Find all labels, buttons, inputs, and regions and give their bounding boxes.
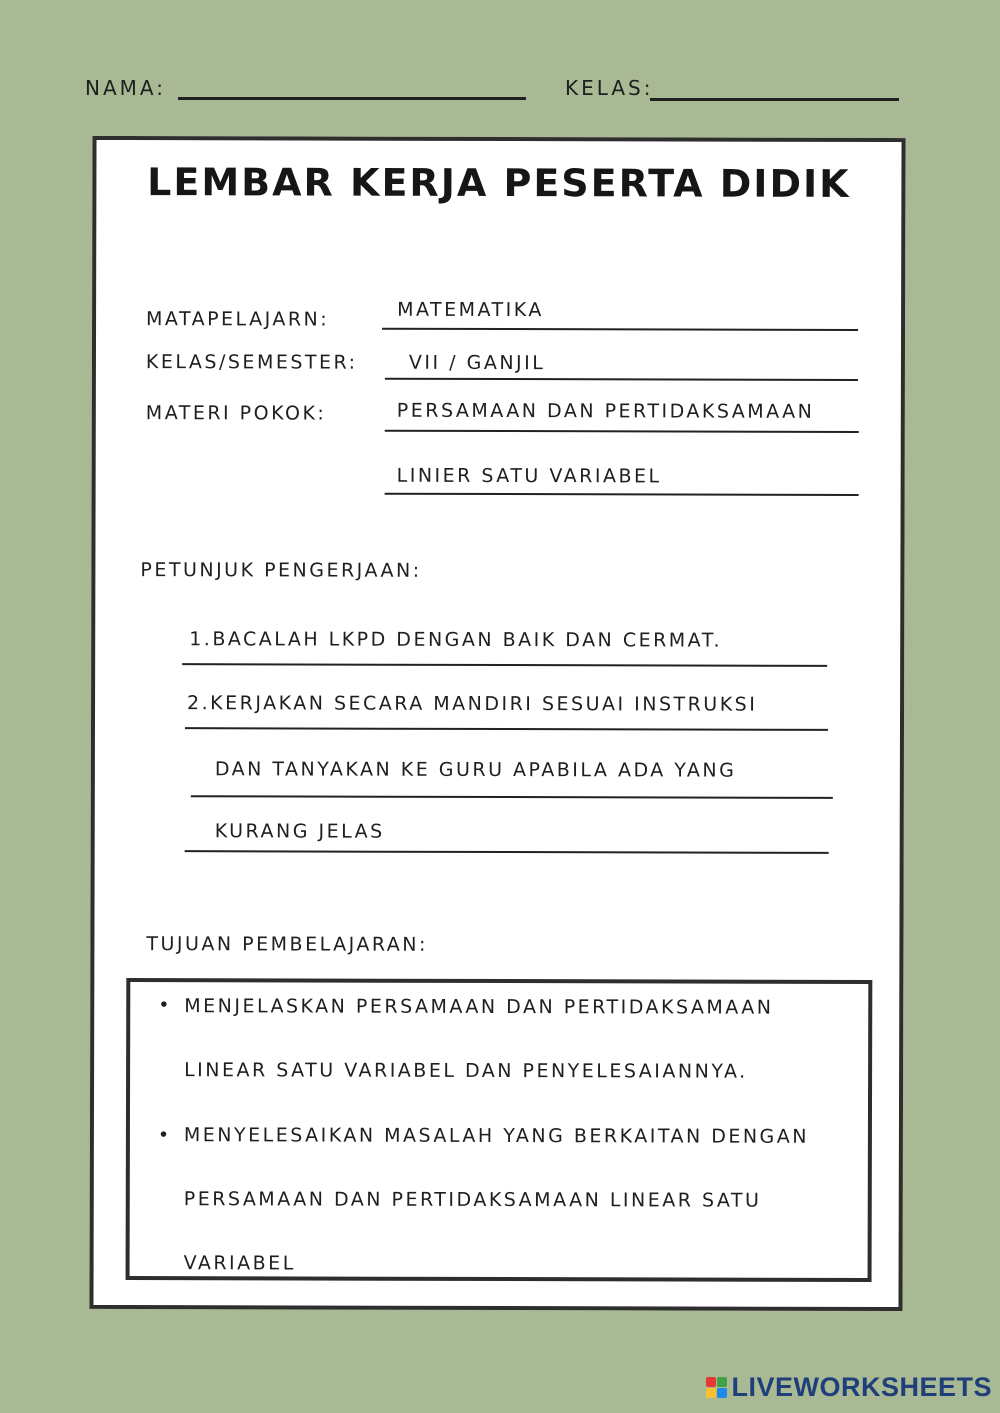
liveworksheets-logo-icon (706, 1377, 727, 1398)
materi-value-line1: PERSAMAAN DAN PERTIDAKSAMAAN (396, 399, 815, 423)
kelas-semester-label: KELAS/SEMESTER: (145, 351, 358, 374)
bullet-1: • (158, 994, 170, 1017)
logo-square-3 (706, 1388, 716, 1398)
materi-underline-1 (385, 430, 859, 433)
petunjuk-line-2: 2.KERJAKAN SECARA MANDIRI SESUAI INSTRUKSI (187, 692, 758, 716)
petunjuk-underline-1 (182, 663, 827, 667)
logo-square-1 (706, 1377, 716, 1387)
kelas-input-line[interactable] (650, 98, 899, 101)
petunjuk-line-1: 1.BACALAH LKPD DENGAN BAIK DAN CERMAT. (189, 628, 723, 652)
watermark-text: LIVEWORKSHEETS (731, 1372, 992, 1402)
logo-square-4 (717, 1388, 727, 1398)
worksheet-card (89, 136, 905, 1311)
nama-label: NAMA: (85, 76, 166, 100)
matapelajaran-underline (382, 328, 858, 331)
page-title: LEMBAR KERJA PESERTA DIDIK (147, 160, 851, 206)
petunjuk-underline-2 (185, 727, 828, 731)
petunjuk-heading: PETUNJUK PENGERJAAN: (140, 559, 422, 582)
kelas-semester-underline (385, 378, 858, 381)
matapelajaran-label: MATAPELAJARN: (146, 308, 330, 331)
tujuan-box (126, 978, 873, 1282)
petunjuk-underline-4 (185, 850, 829, 854)
petunjuk-line-3: DAN TANYAKAN KE GURU APABILA ADA YANG (214, 758, 737, 782)
tujuan-item-1-line-2: LINEAR SATU VARIABEL DAN PENYELESAIANNYA. (184, 1059, 748, 1083)
petunjuk-line-4: KURANG JELAS (214, 820, 385, 843)
kelas-label: KELAS: (565, 76, 654, 100)
matapelajaran-value: MATEMATIKA (397, 298, 544, 322)
tujuan-item-1-line-1: MENJELASKAN PERSAMAAN DAN PERTIDAKSAMAAN (184, 995, 774, 1019)
tujuan-item-2-line-2: PERSAMAAN DAN PERTIDAKSAMAAN LINEAR SATU (183, 1188, 762, 1212)
nama-input-line[interactable] (178, 97, 526, 100)
materi-value-line2: LINIER SATU VARIABEL (396, 464, 662, 488)
petunjuk-underline-3 (191, 795, 833, 799)
tujuan-item-2-line-3: VARIABEL (183, 1252, 296, 1275)
bullet-2: • (157, 1124, 170, 1147)
logo-square-2 (717, 1377, 727, 1387)
liveworksheets-watermark[interactable] (706, 1372, 992, 1403)
materi-label: MATERI POKOK: (145, 402, 327, 425)
tujuan-heading: TUJUAN PEMBELAJARAN: (146, 933, 428, 956)
tujuan-item-2-line-1: MENYELESAIKAN MASALAH YANG BERKAITAN DENGAN (183, 1124, 810, 1148)
kelas-semester-value: VII / GANJIL (408, 351, 546, 375)
materi-underline-2 (385, 493, 859, 496)
